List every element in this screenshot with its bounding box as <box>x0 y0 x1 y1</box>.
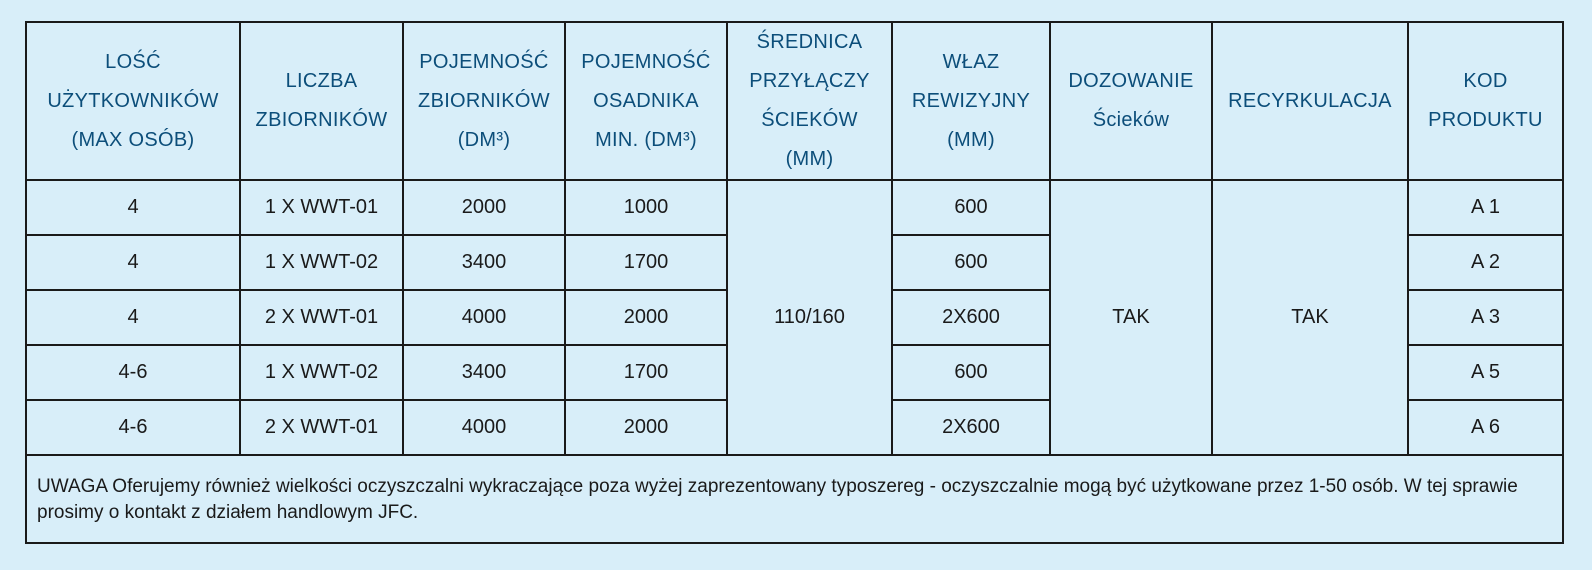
header-settler-capacity: POJEMNOŚĆ OSADNIKA MIN. (DM³) <box>565 22 727 180</box>
cell-product-code: A 3 <box>1408 290 1563 345</box>
cell-settler: 1000 <box>565 180 727 235</box>
note-row <box>26 455 1563 543</box>
table-row <box>26 180 1563 235</box>
header-tank-capacity: POJEMNOŚĆ ZBIORNIKÓW (DM³) <box>403 22 565 180</box>
cell-product-code: A 1 <box>1408 180 1563 235</box>
cell-manhole: 600 <box>892 180 1050 235</box>
cell-dosing-merged: TAK <box>1050 180 1212 455</box>
header-product-code: KOD PRODUKTU <box>1408 22 1563 180</box>
cell-manhole: 2X600 <box>892 290 1050 345</box>
cell-recirculation-merged: TAK <box>1212 180 1408 455</box>
cell-capacity: 3400 <box>403 345 565 400</box>
header-dosing: DOZOWANIE Ścieków <box>1050 22 1212 180</box>
cell-manhole: 600 <box>892 235 1050 290</box>
header-recirculation: RECYRKULACJA <box>1212 22 1408 180</box>
header-tank-count: LICZBA ZBIORNIKÓW <box>240 22 403 180</box>
cell-product-code: A 5 <box>1408 345 1563 400</box>
cell-product-code: A 2 <box>1408 235 1563 290</box>
cell-settler: 1700 <box>565 345 727 400</box>
cell-capacity: 2000 <box>403 180 565 235</box>
product-table-container <box>25 21 1562 544</box>
header-users: LOŚĆ UŻYTKOWNIKÓW (MAX OSÓB) <box>26 22 240 180</box>
cell-settler: 2000 <box>565 290 727 345</box>
cell-users: 4 <box>26 235 240 290</box>
cell-tanks: 2 X WWT-01 <box>240 400 403 455</box>
header-row <box>26 22 1563 180</box>
cell-diameter-merged: 110/160 <box>727 180 892 455</box>
cell-product-code: A 6 <box>1408 400 1563 455</box>
product-table <box>25 21 1564 544</box>
cell-tanks: 2 X WWT-01 <box>240 290 403 345</box>
cell-users: 4 <box>26 290 240 345</box>
header-connection-diameter: ŚREDNICA PRZYŁĄCZY ŚCIEKÓW (MM) <box>727 22 892 180</box>
cell-tanks: 1 X WWT-02 <box>240 345 403 400</box>
cell-capacity: 4000 <box>403 400 565 455</box>
cell-capacity: 4000 <box>403 290 565 345</box>
cell-users: 4-6 <box>26 400 240 455</box>
cell-tanks: 1 X WWT-01 <box>240 180 403 235</box>
cell-settler: 2000 <box>565 400 727 455</box>
cell-capacity: 3400 <box>403 235 565 290</box>
header-manhole: WŁAZ REWIZYJNY (MM) <box>892 22 1050 180</box>
cell-manhole: 600 <box>892 345 1050 400</box>
note-text: UWAGA Oferujemy również wielkości oczyszczalni wykraczające poza wyżej zaprezentowany typoszereg - oczyszczalnie mogą być użytkowane przez 1-50 osób. W tej sprawie prosimy o kontakt z działem handlowym JFC. <box>26 455 1563 543</box>
cell-settler: 1700 <box>565 235 727 290</box>
cell-users: 4 <box>26 180 240 235</box>
cell-manhole: 2X600 <box>892 400 1050 455</box>
cell-users: 4-6 <box>26 345 240 400</box>
cell-tanks: 1 X WWT-02 <box>240 235 403 290</box>
